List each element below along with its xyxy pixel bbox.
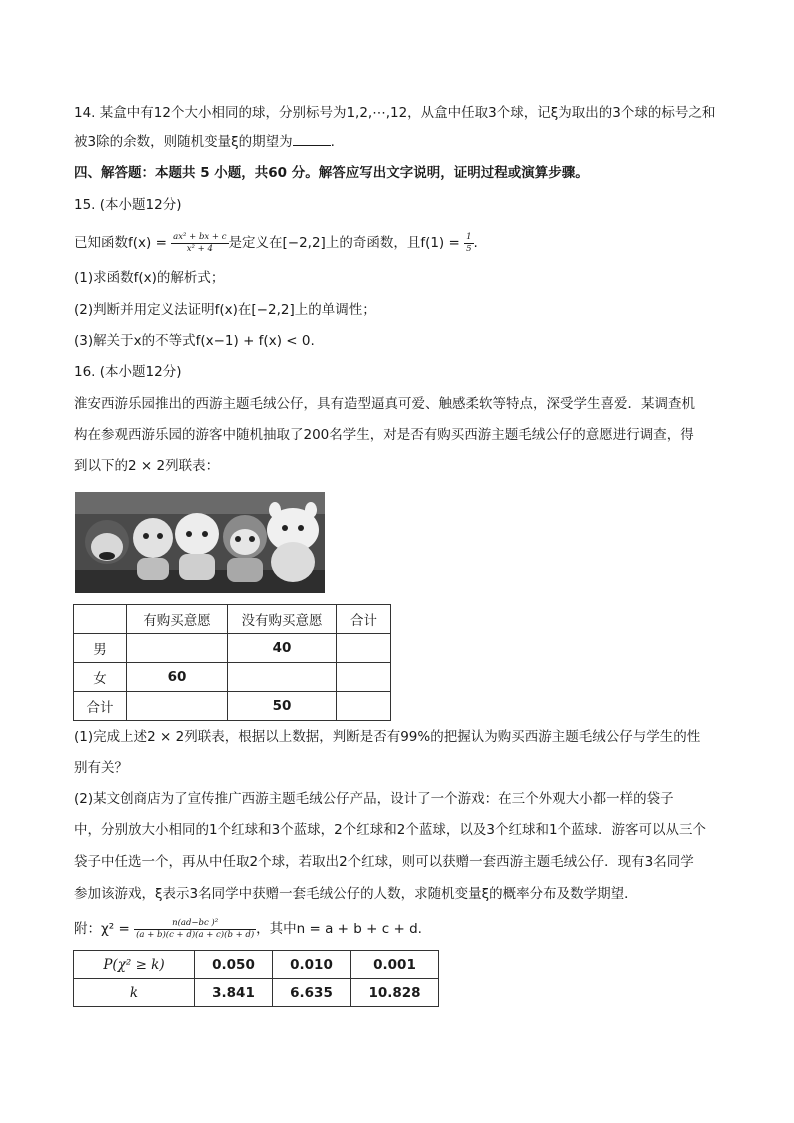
q15-function-fraction — [171, 232, 228, 255]
cell-male-willing — [127, 634, 228, 663]
chi-square-denominator: (a + b)(c + d)(a + c)(b + d) — [136, 929, 255, 940]
cell-total-unwilling: 50 — [228, 692, 337, 721]
header-cell-total: 合计 — [337, 605, 391, 634]
header-cell-empty — [74, 605, 127, 634]
q16-part-1-line-2: 别有关？ — [74, 760, 128, 776]
q16-part-1-line-1: (1)完成上述2 × 2列联表，根据以上数据，判断是否有99%的把握认为购买西游主题毛绒公仔与学生的性 — [74, 729, 701, 745]
q15-f1-fraction — [464, 232, 473, 255]
q16-part-2-line-1: (2)某文创商店为了宣传推广西游主题毛绒公仔产品，设计了一个游戏：在三个外观大小都一样的袋子 — [74, 791, 674, 807]
plush-toys-illustration — [75, 492, 325, 593]
table-header-row — [74, 605, 391, 634]
chi-square-numerator: n(ad−bc )² — [134, 918, 256, 930]
q15-stem — [74, 228, 478, 258]
q16-part-2-line-3: 袋子中任选一个，再从中任取2个球，若取出2个红球，则可以获赠一套西游主题毛绒公仔．现有3名同学 — [74, 854, 694, 870]
q15-title: 15. (本小题12分) — [74, 197, 182, 213]
chi-square-fraction — [134, 918, 256, 941]
q16-title: 16. (本小题12分) — [74, 364, 182, 380]
answer-blank — [293, 133, 331, 146]
q15-stem-end: . — [473, 235, 478, 251]
q15-frac-denominator: x² + 4 — [186, 243, 213, 254]
q16-intro-3: 到以下的2 × 2列联表： — [74, 458, 220, 474]
q16-intro-2: 构在参观西游乐园的游客中随机抽取了200名学生，对是否有购买西游主题毛绒公仔的意愿进行调查，得 — [74, 427, 694, 443]
cell-female-willing: 60 — [127, 663, 228, 692]
q14-line-2-end: . — [330, 134, 335, 150]
header-cell-willing: 有购买意愿 — [127, 605, 228, 634]
cell-male-unwilling: 40 — [228, 634, 337, 663]
crit-k-2: 6.635 — [273, 979, 351, 1007]
cell-male-total — [337, 634, 391, 663]
q15-frac-numerator: ax² + bx + c — [173, 231, 227, 242]
critical-value-table — [73, 950, 439, 1007]
q14-line-2-text: 被3除的余数，则随机变量ξ的期望为 — [74, 134, 293, 150]
q16-part-2-line-2: 中，分别放大小相同的1个红球和3个蓝球，2个红球和2个蓝球，以及3个红球和1个蓝球．游客可以从三个 — [74, 822, 707, 838]
crit-label-k: k — [74, 979, 195, 1007]
row-label-total: 合计 — [74, 692, 127, 721]
q16-intro-1: 淮安西游乐园推出的西游主题毛绒公仔，具有造型逼真可爱、触感柔软等特点，深受学生喜爱．某调查机 — [74, 396, 695, 412]
crit-k-1: 3.841 — [195, 979, 273, 1007]
cell-female-unwilling — [228, 663, 337, 692]
q15-stem-middle: 是定义在[−2,2]上的奇函数，且f(1) = — [228, 235, 465, 251]
q15-stem-prefix: 已知函数f(x) = — [74, 235, 172, 251]
crit-k-3: 10.828 — [351, 979, 439, 1007]
table-row — [74, 663, 391, 692]
cell-female-total — [337, 663, 391, 692]
table-row — [74, 692, 391, 721]
q14-line-1: 14. 某盒中有12个大小相同的球，分别标号为1,2,⋯,12，从盒中任取3个球，记ξ为取出的3个球的标号之和 — [74, 105, 716, 121]
table-row — [74, 951, 439, 979]
q14-line-2 — [74, 132, 335, 152]
table-row — [74, 634, 391, 663]
header-cell-unwilling: 没有购买意愿 — [228, 605, 337, 634]
cell-total-willing — [127, 692, 228, 721]
cell-total-total — [337, 692, 391, 721]
crit-prob-2: 0.010 — [273, 951, 351, 979]
contingency-table — [73, 604, 391, 721]
q15-f1-numerator: 1 — [466, 231, 472, 242]
table-row — [74, 979, 439, 1007]
plush-toys-photo — [75, 492, 325, 593]
q15-f1-denominator: 5 — [466, 243, 472, 254]
row-label-male: 男 — [74, 634, 127, 663]
appendix-formula — [74, 914, 422, 944]
q15-part-3: (3)解关于x的不等式f(x−1) + f(x) < 0. — [74, 333, 315, 349]
row-label-female: 女 — [74, 663, 127, 692]
appendix-suffix: ，其中n = a + b + c + d. — [256, 921, 422, 937]
q15-part-1: (1)求函数f(x)的解析式； — [74, 270, 225, 286]
crit-label-probability: P(χ² ≥ k) — [74, 951, 195, 979]
q16-part-2-line-4: 参加该游戏，ξ表示3名同学中获赠一套毛绒公仔的人数，求随机变量ξ的概率分布及数学期望． — [74, 886, 638, 902]
q15-part-2: (2)判断并用定义法证明f(x)在[−2,2]上的单调性； — [74, 302, 376, 318]
appendix-prefix: 附：χ² = — [74, 921, 135, 937]
crit-prob-3: 0.001 — [351, 951, 439, 979]
section-4-heading: 四、解答题：本题共 5 小题，共60 分。解答应写出文字说明，证明过程或演算步骤。 — [74, 165, 589, 181]
crit-prob-1: 0.050 — [195, 951, 273, 979]
